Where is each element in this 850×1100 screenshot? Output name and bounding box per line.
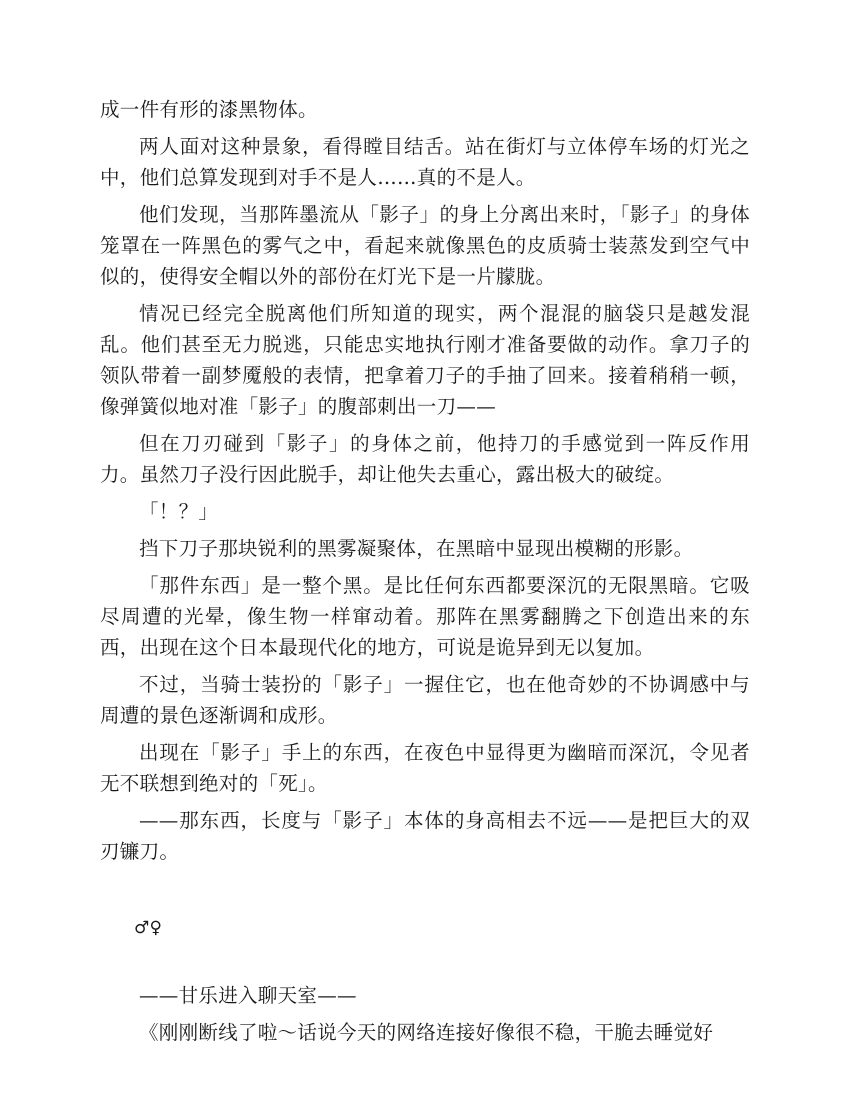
paragraph-5: 但在刀刃碰到「影子」的身体之前，他持刀的手感觉到一阵反作用力。虽然刀子没行因此脱手，却让他失去重心，露出极大的破绽。 — [100, 432, 750, 486]
document-page — [100, 94, 750, 1054]
paragraph-10: 出现在「影子」手上的东西，在夜色中显得更为幽暗而深沉，令见者无不联想到绝对的「死」。 — [100, 741, 750, 795]
paragraph-3: 他们发现，当那阵墨流从「影子」的身上分离出来时，「影子」的身体笼罩在一阵黑色的雾气之中，看起来就像黑色的皮质骑士装蒸发到空气中似的，使得安全帽以外的部份在灯光下是一片朦胧。 — [100, 203, 750, 288]
paragraph-4: 情况已经完全脱离他们所知道的现实，两个混混的脑袋只是越发混乱。他们甚至无力脱逃，只能忠实地执行刚才准备要做的动作。拿刀子的领队带着一副梦魇般的表情，把拿着刀子的手抽了回来。接着稍稍一顿，像弹簧似地对准「影子」的腹部刺出一刀—— — [100, 302, 750, 418]
section-separator: ♂♀ — [134, 918, 163, 938]
paragraph-1: 成一件有形的漆黑物体。 — [100, 98, 318, 121]
paragraph-2: 两人面对这种景象，看得瞠目结舌。站在街灯与立体停车场的灯光之中，他们总算发现到对手不是人……真的不是人。 — [100, 135, 750, 189]
paragraph-8: 「那件东西」是一整个黑。是比任何东西都要深沉的无限黑暗。它吸尽周遭的光晕，像生物一样窜动着。那阵在黑雾翻腾之下创造出来的东西，出现在这个日本最现代化的地方，可说是诡异到无以复加。 — [100, 574, 750, 659]
paragraph-9: 不过，当骑士装扮的「影子」一握住它，也在他奇妙的不协调感中与周遭的景色逐渐调和成形。 — [100, 673, 750, 727]
chat-enter-notice: ——甘乐进入聊天室—— — [139, 984, 357, 1007]
chat-message: 《刚刚断线了啦～话说今天的网络连接好像很不稳，干脆去睡觉好 — [139, 1021, 714, 1044]
paragraph-6: 「！？」 — [139, 500, 219, 523]
paragraph-7: 挡下刀子那块锐利的黑雾凝聚体，在黑暗中显现出模糊的形影。 — [139, 537, 694, 560]
paragraph-11: ——那东西，长度与「影子」本体的身高相去不远——是把巨大的双刃镰刀。 — [100, 809, 751, 863]
